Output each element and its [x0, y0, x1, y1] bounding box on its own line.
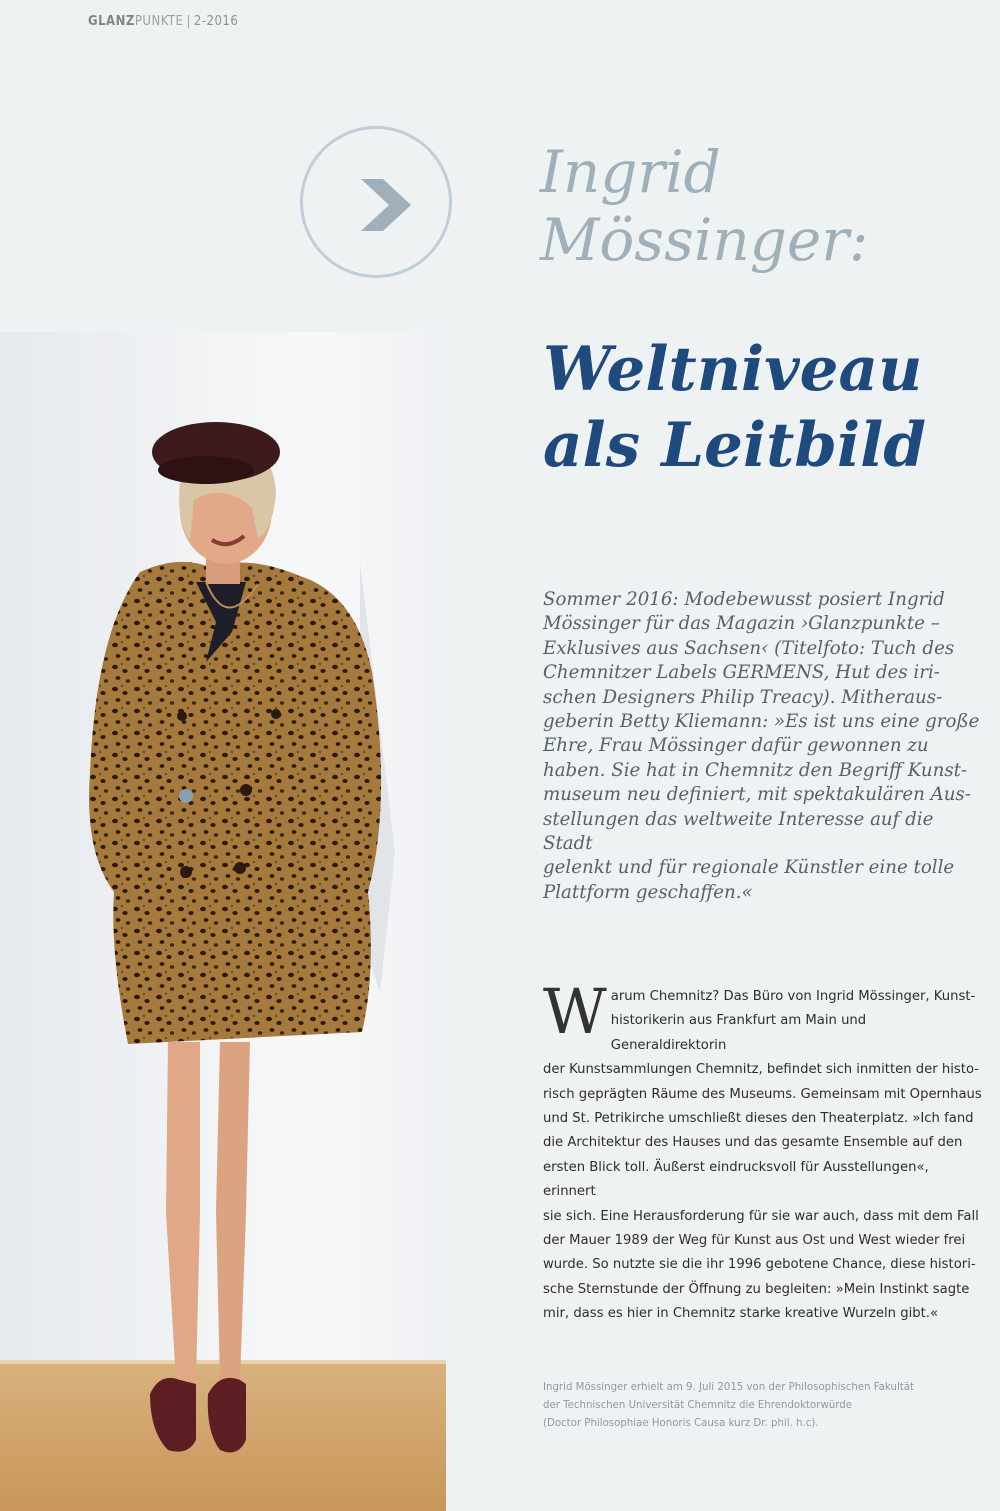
brand-light: PUNKTE	[134, 14, 184, 29]
drop-cap: W	[543, 975, 607, 1048]
body-text	[543, 975, 983, 1327]
portrait-illustration	[0, 332, 446, 1511]
chevron-right-icon	[303, 129, 455, 281]
portrait-photo	[0, 332, 446, 1511]
photo-caption: Ingrid Mössinger erhielt am 9. Juli 2015 von der Philosophischen Fakultät der Technischen Universität Chemnitz die Ehrendoktorwürde (Doctor Philosophiae Honoris Causa kurz Dr. phil. h.c).	[543, 1382, 915, 1429]
circle-arrow-badge	[300, 126, 452, 278]
title-name-line-2: Mössinger:	[540, 206, 869, 274]
page-header	[88, 14, 238, 29]
brand-bold: GLANZ	[88, 14, 135, 29]
lead-paragraph: Sommer 2016: Modebewusst posiert Ingrid Mössinger für das Magazin ›Glanzpunkte – Exklusives aus Sachsen‹ (Titelfoto: Tuch des Chemnitzer Labels GERMENS, Hut des iri- schen Designers Philip Treacy). Mitheraus- geberin Betty Kliemann: »Es ist uns eine große Ehre, Frau Mössinger dafür gewonnen zu haben. Sie hat in Chemnitz den Begriff Kunst- museum neu definiert, mit spektakulären Aus- stellungen das weltweite Interesse auf die Stadt gelenkt und für regionale Künstler eine tolle Plattform geschaffen.«	[543, 589, 980, 903]
headline-line-1: Weltniveau	[543, 334, 923, 405]
title-name-line-1: Ingrid	[540, 138, 721, 206]
body-paragraph: arum Chemnitz? Das Büro von Ingrid Mössinger, Kunst- historikerin aus Frankfurt am Main und Generaldirektorin der Kunstsammlungen Chemnitz, befindet sich inmitten der histo- risch geprägten Räume des Museums. Gemeinsam mit Opernhaus und St. Petrikirche umschließt dieses den Theaterplatz. »Ich fand die Architektur des Hauses und das gesamte Ensemble auf den ersten Blick toll. Äußerst eindrucksvoll für Ausstellungen«, erinnert sie sich. Eine Herausforderung für sie war auch, dass mit dem Fall der Mauer 1989 der Weg für Kunst aus Ost und West wieder frei wurde. So nutzte sie die ihr 1996 gebotene Chance, diese histori- sche Sternstunde der Öffnung zu begleiten: »Mein Instinkt sagte mir, dass es hier in Chemnitz starke kreative Wurzeln gibt.«	[543, 989, 982, 1322]
headline-line-2: als Leitbild	[543, 410, 926, 481]
issue-number: 2-2016	[193, 14, 239, 29]
article-title-name	[540, 138, 868, 274]
article-headline	[543, 332, 926, 484]
header-separator: |	[186, 14, 191, 29]
